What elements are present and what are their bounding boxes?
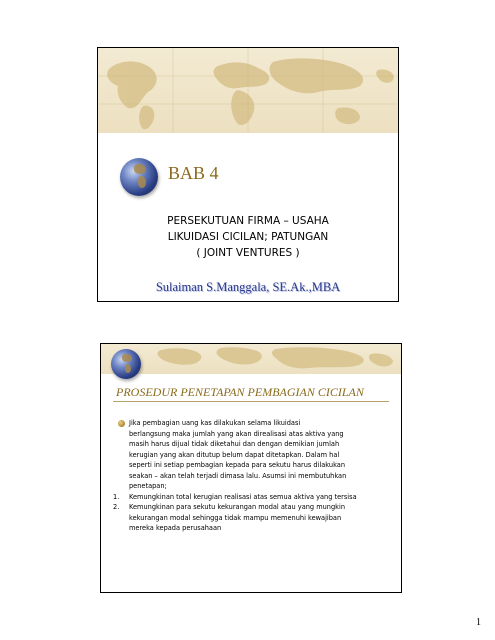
slide-subtitle xyxy=(98,213,398,261)
numbered-item xyxy=(105,492,390,503)
globe-icon xyxy=(120,158,158,196)
slide-body xyxy=(105,418,390,534)
slide-title: PROSEDUR PENETAPAN PEMBAGIAN CICILAN xyxy=(116,385,364,399)
text-line: Jika pembagian uang kas dilakukan selama likuidasi xyxy=(129,419,301,427)
world-map-icon xyxy=(101,344,401,374)
text-line: Kemungkinan para sekutu kekurangan modal atau yang mungkin xyxy=(129,503,346,511)
text-line: mereka kepada perusahaan xyxy=(129,524,222,532)
subtitle-line: ( JOINT VENTURES ) xyxy=(196,247,300,259)
title-divider xyxy=(113,401,389,402)
subtitle-line: PERSEKUTUAN FIRMA – USAHA xyxy=(167,215,329,227)
item-number: 2. xyxy=(113,503,120,511)
text-line: kerugian yang akan ditutup belum dapat ditetapkan. Dalam hal xyxy=(129,450,340,459)
slide-title: BAB 4 xyxy=(168,163,219,183)
text-line: berlangsung maka jumlah yang akan direalisasi atas aktiva yang xyxy=(129,429,344,438)
globe-icon xyxy=(111,349,141,379)
world-map-banner xyxy=(101,344,401,374)
text-line: penetapan; xyxy=(129,482,167,490)
item-number: 1. xyxy=(113,492,120,501)
bullet-paragraph xyxy=(105,418,390,492)
slide-1 xyxy=(97,47,399,302)
world-map-icon xyxy=(98,48,398,133)
author-name: Sulaiman S.Manggala, SE.Ak.,MBA xyxy=(155,280,341,294)
page-number: 1 xyxy=(476,617,481,628)
text-line: seakan – akan telah terjadi dimasa lalu. Asumsi ini membutuhkan xyxy=(129,471,347,480)
globe-bullet-icon xyxy=(118,420,125,427)
subtitle-line: LIKUIDASI CICILAN; PATUNGAN xyxy=(167,231,329,243)
text-line: seperti ini setiap pembagian kepada para sekutu harus dilakukan xyxy=(129,461,346,469)
world-map-banner xyxy=(98,48,398,133)
text-line: kekurangan modal sehingga tidak mampu memenuhi kewajiban xyxy=(129,513,342,522)
text-line: Kemungkinan total kerugian realisasi atas semua aktiva yang tersisa xyxy=(129,492,357,501)
slide-2 xyxy=(100,343,402,593)
text-line: masih harus dijual tidak diketahui dan dengan demikian jumlah xyxy=(129,440,340,448)
numbered-item xyxy=(105,502,390,534)
